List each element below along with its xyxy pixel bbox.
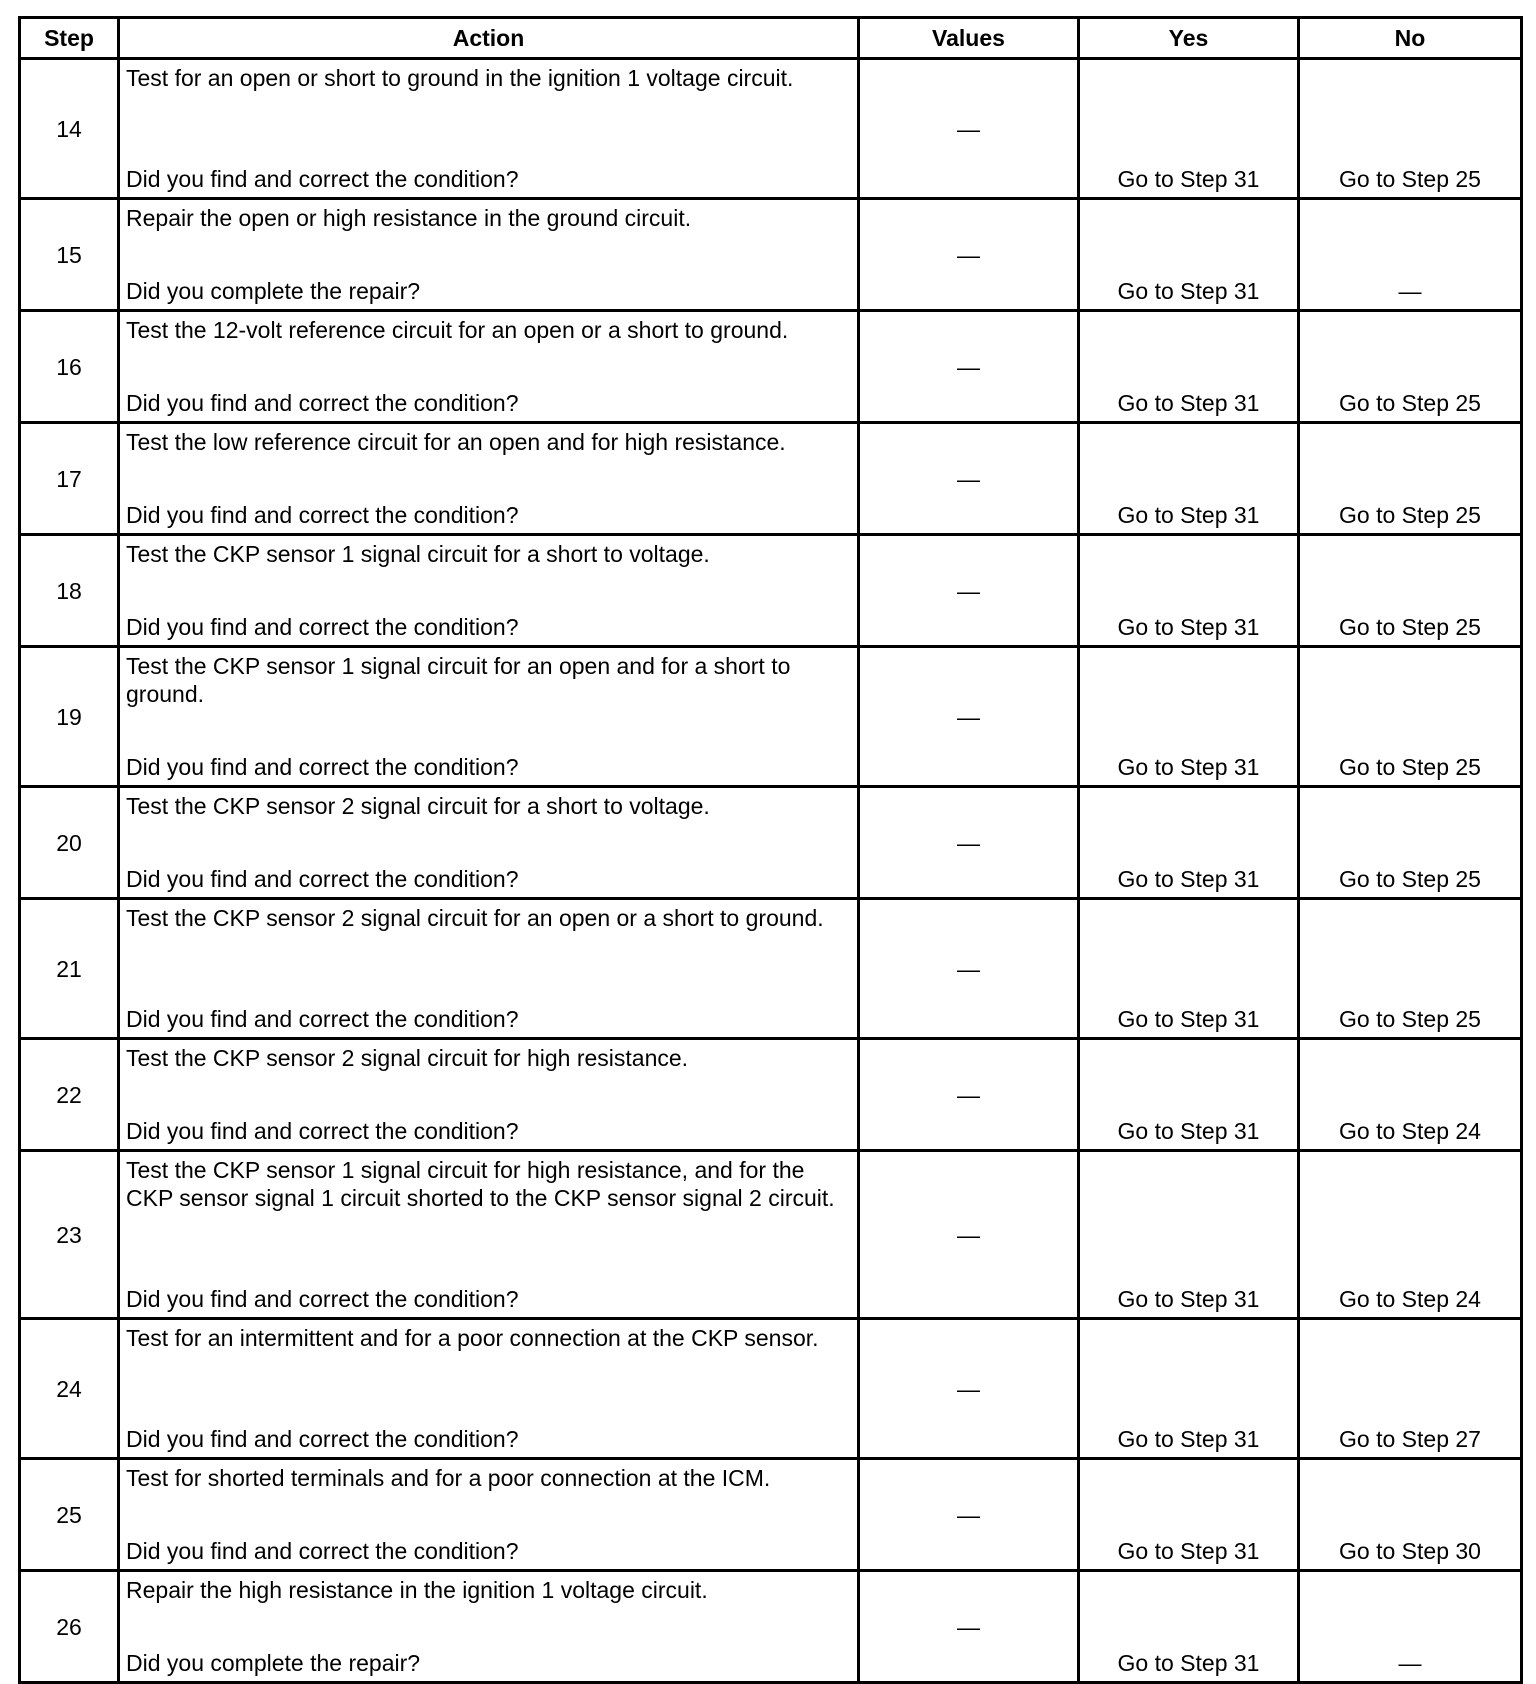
- step-number: 14: [20, 59, 119, 199]
- action-question: Did you find and correct the condition?: [126, 1286, 519, 1312]
- diagnostic-steps-table: [18, 16, 1523, 1684]
- action-cell: [119, 1039, 859, 1151]
- step-number: 23: [20, 1151, 119, 1319]
- action-text: Test for an open or short to ground in the ignition 1 voltage circuit.: [126, 65, 794, 91]
- action-cell: [119, 59, 859, 199]
- step-number: 22: [20, 1039, 119, 1151]
- values-cell: —: [859, 59, 1079, 199]
- action-cell: [119, 1459, 859, 1571]
- no-cell: Go to Step 25: [1299, 423, 1522, 535]
- header-values: Values: [859, 18, 1079, 59]
- no-cell: —: [1299, 199, 1522, 311]
- table-row: [20, 311, 1522, 423]
- values-cell: —: [859, 199, 1079, 311]
- values-cell: —: [859, 1039, 1079, 1151]
- yes-cell: Go to Step 31: [1079, 59, 1299, 199]
- action-question: Did you find and correct the condition?: [126, 1538, 519, 1564]
- action-cell: [119, 1319, 859, 1459]
- action-text: Test for an intermittent and for a poor connection at the CKP sensor.: [126, 1325, 819, 1351]
- action-question: Did you find and correct the condition?: [126, 166, 519, 192]
- yes-cell: Go to Step 31: [1079, 423, 1299, 535]
- table-row: [20, 59, 1522, 199]
- action-cell: [119, 1151, 859, 1319]
- action-question: Did you find and correct the condition?: [126, 502, 519, 528]
- values-cell: —: [859, 1571, 1079, 1683]
- yes-cell: Go to Step 31: [1079, 899, 1299, 1039]
- no-cell: Go to Step 25: [1299, 59, 1522, 199]
- action-text: Test the CKP sensor 1 signal circuit for a short to voltage.: [126, 541, 710, 567]
- table-row: [20, 1319, 1522, 1459]
- action-text: Test the CKP sensor 2 signal circuit for a short to voltage.: [126, 793, 710, 819]
- action-text: Repair the high resistance in the ignition 1 voltage circuit.: [126, 1577, 708, 1603]
- values-cell: —: [859, 647, 1079, 787]
- action-cell: [119, 311, 859, 423]
- step-number: 18: [20, 535, 119, 647]
- values-cell: —: [859, 535, 1079, 647]
- step-number: 19: [20, 647, 119, 787]
- values-cell: —: [859, 311, 1079, 423]
- no-cell: Go to Step 25: [1299, 899, 1522, 1039]
- action-text: Test the CKP sensor 2 signal circuit for high resistance.: [126, 1045, 689, 1071]
- action-cell: [119, 535, 859, 647]
- no-cell: Go to Step 24: [1299, 1151, 1522, 1319]
- header-step: Step: [20, 18, 119, 59]
- action-question: Did you find and correct the condition?: [126, 1426, 519, 1452]
- table-row: [20, 787, 1522, 899]
- yes-cell: Go to Step 31: [1079, 535, 1299, 647]
- table-row: [20, 199, 1522, 311]
- yes-cell: Go to Step 31: [1079, 199, 1299, 311]
- no-cell: Go to Step 24: [1299, 1039, 1522, 1151]
- values-cell: —: [859, 899, 1079, 1039]
- diagnostic-table-container: [18, 16, 1520, 1684]
- table-row: [20, 535, 1522, 647]
- yes-cell: Go to Step 31: [1079, 1319, 1299, 1459]
- table-row: [20, 1151, 1522, 1319]
- action-cell: [119, 647, 859, 787]
- action-cell: [119, 899, 859, 1039]
- action-text: Test the low reference circuit for an open and for high resistance.: [126, 429, 786, 455]
- action-text: Test the CKP sensor 2 signal circuit for an open or a short to ground.: [126, 905, 824, 931]
- values-cell: —: [859, 1459, 1079, 1571]
- action-cell: [119, 199, 859, 311]
- no-cell: Go to Step 27: [1299, 1319, 1522, 1459]
- values-cell: —: [859, 787, 1079, 899]
- action-question: Did you complete the repair?: [126, 278, 421, 304]
- step-number: 20: [20, 787, 119, 899]
- action-question: Did you find and correct the condition?: [126, 866, 519, 892]
- values-cell: —: [859, 423, 1079, 535]
- header-yes: Yes: [1079, 18, 1299, 59]
- table-row: [20, 647, 1522, 787]
- action-cell: [119, 1571, 859, 1683]
- no-cell: Go to Step 30: [1299, 1459, 1522, 1571]
- no-cell: —: [1299, 1571, 1522, 1683]
- action-text: Test the CKP sensor 1 signal circuit for an open and for a short to ground.: [126, 653, 791, 707]
- action-cell: [119, 423, 859, 535]
- no-cell: Go to Step 25: [1299, 647, 1522, 787]
- action-question: Did you find and correct the condition?: [126, 754, 519, 780]
- action-question: Did you complete the repair?: [126, 1650, 421, 1676]
- table-header-row: [20, 18, 1522, 59]
- action-text: Test the 12-volt reference circuit for an open or a short to ground.: [126, 317, 789, 343]
- step-number: 25: [20, 1459, 119, 1571]
- table-row: [20, 423, 1522, 535]
- action-question: Did you find and correct the condition?: [126, 1006, 519, 1032]
- step-number: 21: [20, 899, 119, 1039]
- no-cell: Go to Step 25: [1299, 311, 1522, 423]
- header-no: No: [1299, 18, 1522, 59]
- action-text: Repair the open or high resistance in the ground circuit.: [126, 205, 692, 231]
- no-cell: Go to Step 25: [1299, 535, 1522, 647]
- table-row: [20, 1459, 1522, 1571]
- yes-cell: Go to Step 31: [1079, 1459, 1299, 1571]
- header-action: Action: [119, 18, 859, 59]
- step-number: 16: [20, 311, 119, 423]
- action-text: Test the CKP sensor 1 signal circuit for high resistance, and for the CKP sensor signal 1 circuit shorted to the CKP sensor signal 2 circuit.: [126, 1157, 835, 1211]
- step-number: 15: [20, 199, 119, 311]
- table-row: [20, 1571, 1522, 1683]
- values-cell: —: [859, 1151, 1079, 1319]
- yes-cell: Go to Step 31: [1079, 1571, 1299, 1683]
- yes-cell: Go to Step 31: [1079, 1151, 1299, 1319]
- no-cell: Go to Step 25: [1299, 787, 1522, 899]
- action-question: Did you find and correct the condition?: [126, 1118, 519, 1144]
- values-cell: —: [859, 1319, 1079, 1459]
- yes-cell: Go to Step 31: [1079, 1039, 1299, 1151]
- action-question: Did you find and correct the condition?: [126, 614, 519, 640]
- yes-cell: Go to Step 31: [1079, 647, 1299, 787]
- step-number: 26: [20, 1571, 119, 1683]
- action-cell: [119, 787, 859, 899]
- yes-cell: Go to Step 31: [1079, 787, 1299, 899]
- action-question: Did you find and correct the condition?: [126, 390, 519, 416]
- table-row: [20, 1039, 1522, 1151]
- step-number: 17: [20, 423, 119, 535]
- action-text: Test for shorted terminals and for a poor connection at the ICM.: [126, 1465, 771, 1491]
- yes-cell: Go to Step 31: [1079, 311, 1299, 423]
- table-row: [20, 899, 1522, 1039]
- step-number: 24: [20, 1319, 119, 1459]
